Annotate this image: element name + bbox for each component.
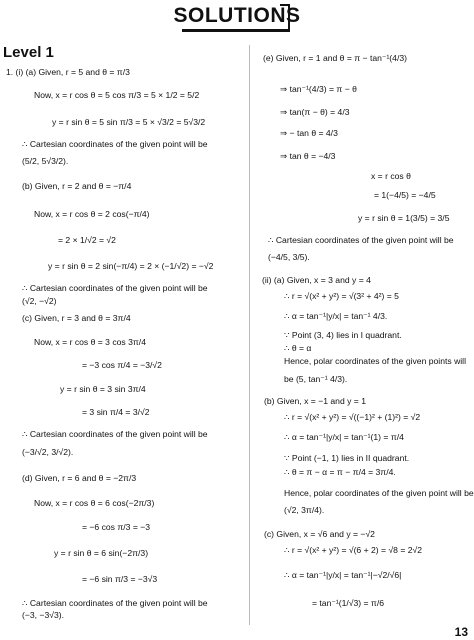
left-line-6: (b) Given, r = 2 and θ = −π/4 <box>22 181 132 191</box>
right-line-23: Hence, polar coordinates of the given point will be <box>284 488 474 498</box>
left-line-19: (d) Given, r = 6 and θ = −2π/3 <box>22 473 137 483</box>
right-line-27: ∴ α = tan⁻¹|y/x| = tan⁻¹|−√2/√6| <box>284 570 402 580</box>
right-line-6: x = r cos θ <box>371 171 411 181</box>
right-line-4: ⇒ − tan θ = 4/3 <box>280 128 338 138</box>
column-divider <box>249 45 250 625</box>
right-line-5: ⇒ tan θ = −4/3 <box>280 151 336 161</box>
right-line-25: (c) Given, x = √6 and y = −√2 <box>264 529 375 539</box>
right-line-7: = 1(−4/5) = −4/5 <box>374 190 436 200</box>
right-line-24: (√2, 3π/4). <box>284 505 325 515</box>
left-line-2: Now, x = r cos θ = 5 cos π/3 = 5 × 1/2 = 5/2 <box>34 90 200 100</box>
right-line-28: = tan⁻¹(1/√3) = π/6 <box>312 598 385 608</box>
left-line-23: = −6 sin π/3 = −3√3 <box>82 574 158 584</box>
right-line-15: ∴ θ = α <box>284 343 312 353</box>
left-line-24: ∴ Cartesian coordinates of the given point will be <box>22 598 208 608</box>
left-line-18: (−3/√2, 3/√2). <box>22 447 74 457</box>
right-line-8: y = r sin θ = 1(3/5) = 3/5 <box>358 213 450 223</box>
right-line-13: ∴ α = tan⁻¹|y/x| = tan⁻¹ 4/3. <box>284 311 388 321</box>
right-line-9: ∴ Cartesian coordinates of the given point will be <box>268 235 454 245</box>
level-heading: Level 1 <box>3 44 54 61</box>
header-bracket-decoration <box>280 4 290 32</box>
header-underline <box>182 29 288 32</box>
right-line-16: Hence, polar coordinates of the given points will <box>284 356 467 366</box>
left-line-16: = 3 sin π/4 = 3/√2 <box>82 407 150 417</box>
left-line-13: Now, x = r cos θ = 3 cos 3π/4 <box>34 337 146 347</box>
left-line-20: Now, x = r cos θ = 6 cos(−2π/3) <box>34 498 155 508</box>
left-line-25: (−3, −3√3). <box>22 610 64 620</box>
right-line-3: ⇒ tan(π − θ) = 4/3 <box>280 107 350 117</box>
left-line-12: (c) Given, r = 3 and θ = 3π/4 <box>22 313 131 323</box>
page-number: 13 <box>454 625 468 639</box>
left-line-11: (√2, −√2) <box>22 296 57 306</box>
right-line-22: ∴ θ = π − α = π − π/4 = 3π/4. <box>284 467 396 477</box>
left-line-17: ∴ Cartesian coordinates of the given point will be <box>22 429 208 439</box>
right-line-17: be (5, tan⁻¹ 4/3). <box>284 374 348 384</box>
left-line-10: ∴ Cartesian coordinates of the given point will be <box>22 283 208 293</box>
left-line-9: y = r sin θ = 2 sin(−π/4) = 2 × (−1/√2) = −√2 <box>48 261 214 271</box>
right-line-12: ∴ r = √(x² + y²) = √(3² + 4²) = 5 <box>284 291 399 301</box>
right-line-26: ∴ r = √(x² + y²) = √(6 + 2) = √8 = 2√2 <box>284 545 423 555</box>
right-line-2: ⇒ tan⁻¹(4/3) = π − θ <box>280 84 357 94</box>
right-line-19: ∴ r = √(x² + y²) = √((−1)² + (1)²) = √2 <box>284 412 421 422</box>
right-line-1: (e) Given, r = 1 and θ = π − tan⁻¹(4/3) <box>263 53 407 63</box>
left-line-21: = −6 cos π/3 = −3 <box>82 522 151 532</box>
left-line-8: = 2 × 1/√2 = √2 <box>58 235 116 245</box>
right-line-10: (−4/5, 3/5). <box>268 252 310 262</box>
left-line-15: y = r sin θ = 3 sin 3π/4 <box>60 384 146 394</box>
right-line-14: ∵ Point (3, 4) lies in I quadrant. <box>284 330 402 340</box>
right-line-11: (ii) (a) Given, x = 3 and y = 4 <box>262 275 371 285</box>
right-line-21: ∵ Point (−1, 1) lies in II quadrant. <box>284 453 410 463</box>
left-line-14: = −3 cos π/4 = −3/√2 <box>82 360 162 370</box>
page-header-title: SOLUTIONS <box>173 4 301 27</box>
left-line-5: (5/2, 5√3/2). <box>22 156 69 166</box>
left-line-22: y = r sin θ = 6 sin(−2π/3) <box>54 548 149 558</box>
right-line-18: (b) Given, x = −1 and y = 1 <box>264 396 366 406</box>
left-line-4: ∴ Cartesian coordinates of the given point will be <box>22 139 208 149</box>
left-line-3: y = r sin θ = 5 sin π/3 = 5 × √3/2 = 5√3/2 <box>52 117 206 127</box>
left-line-7: Now, x = r cos θ = 2 cos(−π/4) <box>34 209 150 219</box>
left-line-1: 1. (i) (a) Given, r = 5 and θ = π/3 <box>6 67 130 77</box>
right-line-20: ∴ α = tan⁻¹|y/x| = tan⁻¹(1) = π/4 <box>284 432 404 442</box>
